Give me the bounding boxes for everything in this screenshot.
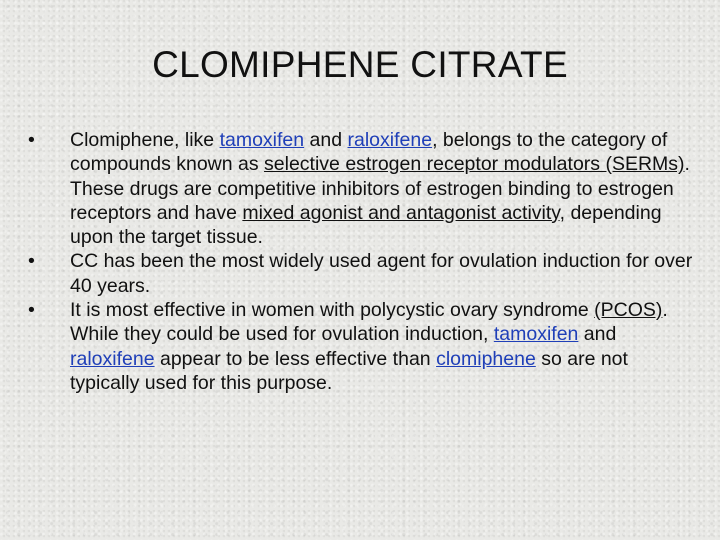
text-run: CC has been the most widely used agent for ovulation induction for over 40 years. xyxy=(70,250,693,297)
bullet-icon: • xyxy=(28,129,35,151)
bullet-list xyxy=(28,128,698,395)
mixed-activity-term: mixed agonist and antagonist activity xyxy=(242,201,560,224)
text-run: Clomiphene, like xyxy=(70,129,220,151)
pcos-term: (PCOS) xyxy=(594,299,663,322)
text-run: , depending upon the target tissue. xyxy=(70,201,662,249)
text-run: and xyxy=(304,129,348,151)
text-run: , belongs to the category of compounds known as xyxy=(70,129,668,176)
text-run: and xyxy=(578,323,617,346)
bullet-item-2 xyxy=(28,249,698,298)
clomiphene-link[interactable]: clomiphene xyxy=(436,347,536,370)
serms-term: selective estrogen receptor modulators (SERMs) xyxy=(264,153,685,176)
raloxifene-link[interactable]: raloxifene xyxy=(347,129,433,151)
slide-title: CLOMIPHENE CITRATE xyxy=(152,44,568,85)
bullet-icon: • xyxy=(28,299,35,322)
tamoxifen-link[interactable]: tamoxifen xyxy=(493,323,579,346)
raloxifene-link[interactable]: raloxifene xyxy=(70,347,155,370)
text-run: . While they could be used for ovulation induction, xyxy=(70,299,668,346)
bullet-item-1 xyxy=(28,128,698,249)
text-run: appear to be less effective than xyxy=(154,347,437,370)
text-run: so are not typically used for this purpose. xyxy=(70,347,628,394)
tamoxifen-link[interactable]: tamoxifen xyxy=(219,129,305,151)
bullet-icon: • xyxy=(28,250,35,273)
text-run: . These drugs are competitive inhibitors of estrogen binding to estrogen receptors and have xyxy=(70,153,690,224)
bullet-item-3 xyxy=(28,298,698,395)
text-run: It is most effective in women with polycystic ovary syndrome xyxy=(70,299,595,322)
